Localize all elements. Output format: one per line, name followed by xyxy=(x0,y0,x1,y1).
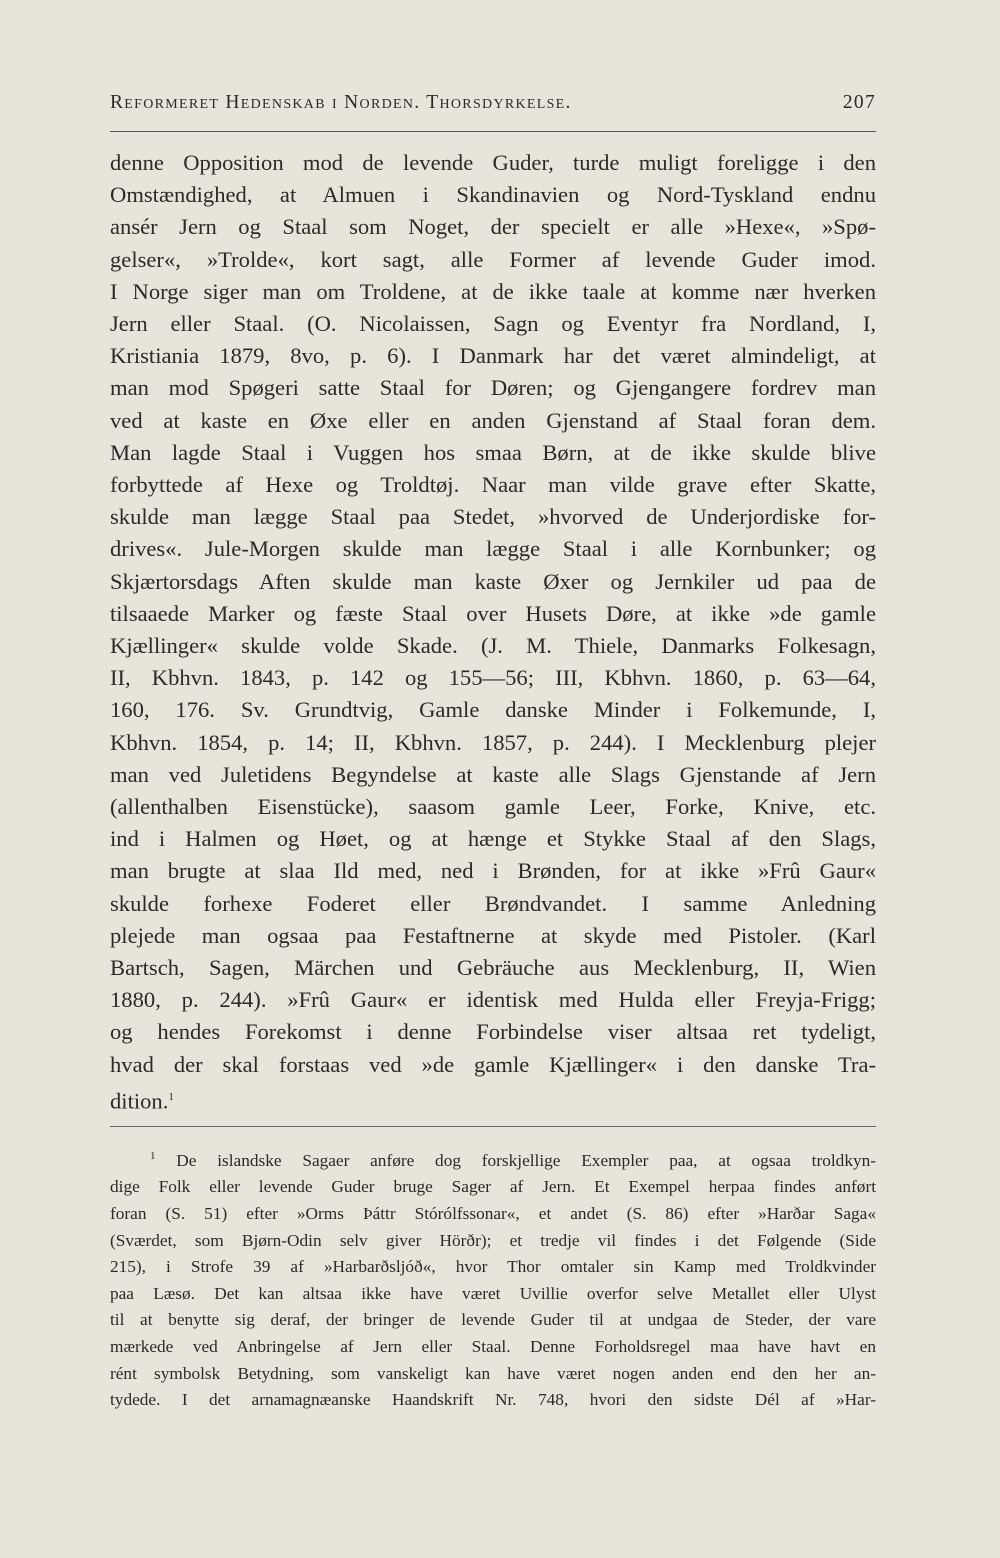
text-line: og hendes Forekomst i denne Forbindelse viser altsaa ret tydeligt, xyxy=(110,1019,876,1045)
main-text xyxy=(110,147,876,1118)
text-line: gelser«, »Trolde«, kort sagt, alle Former af levende Guder imod. xyxy=(110,246,876,272)
text-line: Man lagde Staal i Vuggen hos smaa Børn, at de ikke skulde blive xyxy=(110,439,876,465)
text-line: Bartsch, Sagen, Märchen und Gebräuche aus Mecklenburg, II, Wien xyxy=(110,955,876,981)
text-line: Omstændighed, at Almuen i Skandinavien og Nord-Tyskland endnu xyxy=(110,182,876,208)
text-line: Kbhvn. 1854, p. 14; II, Kbhvn. 1857, p. 244). I Mecklenburg plejer xyxy=(110,729,876,755)
footnote-rule xyxy=(110,1126,876,1127)
footnote-mark: 1 xyxy=(150,1150,156,1162)
text-line: man mod Spøgeri satte Staal for Døren; og Gjengangere fordrev man xyxy=(110,375,876,401)
text-line: 160, 176. Sv. Grundtvig, Gamle danske Minder i Folkemunde, I, xyxy=(110,697,876,723)
text-line: skulde man lægge Staal paa Stedet, »hvorved de Underjordiske for- xyxy=(110,504,876,530)
footnote-line xyxy=(110,1143,876,1174)
text-line: tilsaaede Marker og fæste Staal over Husets Døre, at ikke »de gamle xyxy=(110,600,876,626)
text-line: Jern eller Staal. (O. Nicolaissen, Sagn og Eventyr fra Nordland, I, xyxy=(110,311,876,337)
footnote-line: paa Læsø. Det kan altsaa ikke have været Uvillie overfor selve Metallet eller Ulyst xyxy=(110,1283,876,1303)
text-line: II, Kbhvn. 1843, p. 142 og 155—56; III, Kbhvn. 1860, p. 63—64, xyxy=(110,665,876,691)
header-rule xyxy=(110,131,876,132)
text-line-last xyxy=(110,1081,876,1118)
text-line: forbyttede af Hexe og Troldtøj. Naar man vilde grave efter Skatte, xyxy=(110,472,876,498)
page-number: 207 xyxy=(842,92,876,113)
text-line: skulde forhexe Foderet eller Brøndvandet. I samme Anledning xyxy=(110,890,876,916)
footnote-reference[interactable]: 1 xyxy=(168,1090,174,1103)
footnote-line: mærkede ved Anbringelse af Jern eller Staal. Denne Forholdsregel maa have havt en xyxy=(110,1336,876,1356)
footnote-line: (Sværdet, som Bjørn-Odin selv giver Hörðr); et tredje vil findes i det Følgende (Side xyxy=(110,1230,876,1250)
footnote-line: tydede. I det arnamagnæanske Haandskrift Nr. 748, hvori den sidste Dél af »Har- xyxy=(110,1390,876,1410)
footnote-line: dige Folk eller levende Guder bruge Sager af Jern. Et Exempel herpaa findes anført xyxy=(110,1177,876,1197)
text-line: I Norge siger man om Troldene, at de ikke taale at komme nær hverken xyxy=(110,278,876,304)
text-line: hvad der skal forstaas ved »de gamle Kjællinger« i den danske Tra- xyxy=(110,1051,876,1077)
footnote-line: foran (S. 51) efter »Orms Þáttr Stórólfssonar«, et andet (S. 86) efter »Harðar Saga« xyxy=(110,1203,876,1223)
text-line: ved at kaste en Øxe eller en anden Gjenstand af Staal foran dem. xyxy=(110,407,876,433)
text-line: drives«. Jule-Morgen skulde man lægge Staal i alle Kornbunker; og xyxy=(110,536,876,562)
text-line: Kristiania 1879, 8vo, p. 6). I Danmark har det været almindeligt, at xyxy=(110,343,876,369)
text-line: Skjærtorsdags Aften skulde man kaste Øxer og Jernkiler ud paa de xyxy=(110,568,876,594)
text-line: denne Opposition mod de levende Guder, turde muligt foreligge i den xyxy=(110,150,876,175)
text-line: ind i Halmen og Høet, og at hænge et Stykke Staal af den Slags, xyxy=(110,826,876,852)
footnote xyxy=(110,1143,876,1414)
footnote-line: rént symbolsk Betydning, som vanskeligt kan have været nogen anden end den her an- xyxy=(110,1363,876,1383)
footnote-line: til at benytte sig deraf, der bringer de levende Guder til at undgaa de Steder, der vare xyxy=(110,1310,876,1330)
text-line: plejede man ogsaa paa Festaftnerne at skyde med Pistoler. (Karl xyxy=(110,922,876,948)
text-line: Kjællinger« skulde volde Skade. (J. M. Thiele, Danmarks Folkesagn, xyxy=(110,633,876,659)
text-line: ansér Jern og Staal som Noget, der specielt er alle »Hexe«, »Spø- xyxy=(110,214,876,240)
header-title: Reformeret Hedenskab i Norden. Thorsdyrkelse. xyxy=(110,92,572,113)
text-line: (allenthalben Eisenstücke), saasom gamle Leer, Forke, Knive, etc. xyxy=(110,794,876,820)
text-line-final: dition. xyxy=(110,1088,169,1114)
text-line: man ved Juletidens Begyndelse at kaste alle Slags Gjenstande af Jern xyxy=(110,761,876,787)
footnote-line: 215), i Strofe 39 af »Harbarðsljóð«, hvor Thor omtaler sin Kamp med Troldkvinder xyxy=(110,1257,876,1277)
footnote-line-text: De islandske Sagaer anføre dog forskjellige Exempler paa, at ogsaa troldkyn- xyxy=(176,1150,876,1170)
text-line: 1880, p. 244). »Frû Gaur« er identisk med Hulda eller Freyja-Frigg; xyxy=(110,987,876,1013)
running-header xyxy=(110,92,876,114)
text-line: man brugte at slaa Ild med, ned i Brønden, for at ikke »Frû Gaur« xyxy=(110,858,876,884)
